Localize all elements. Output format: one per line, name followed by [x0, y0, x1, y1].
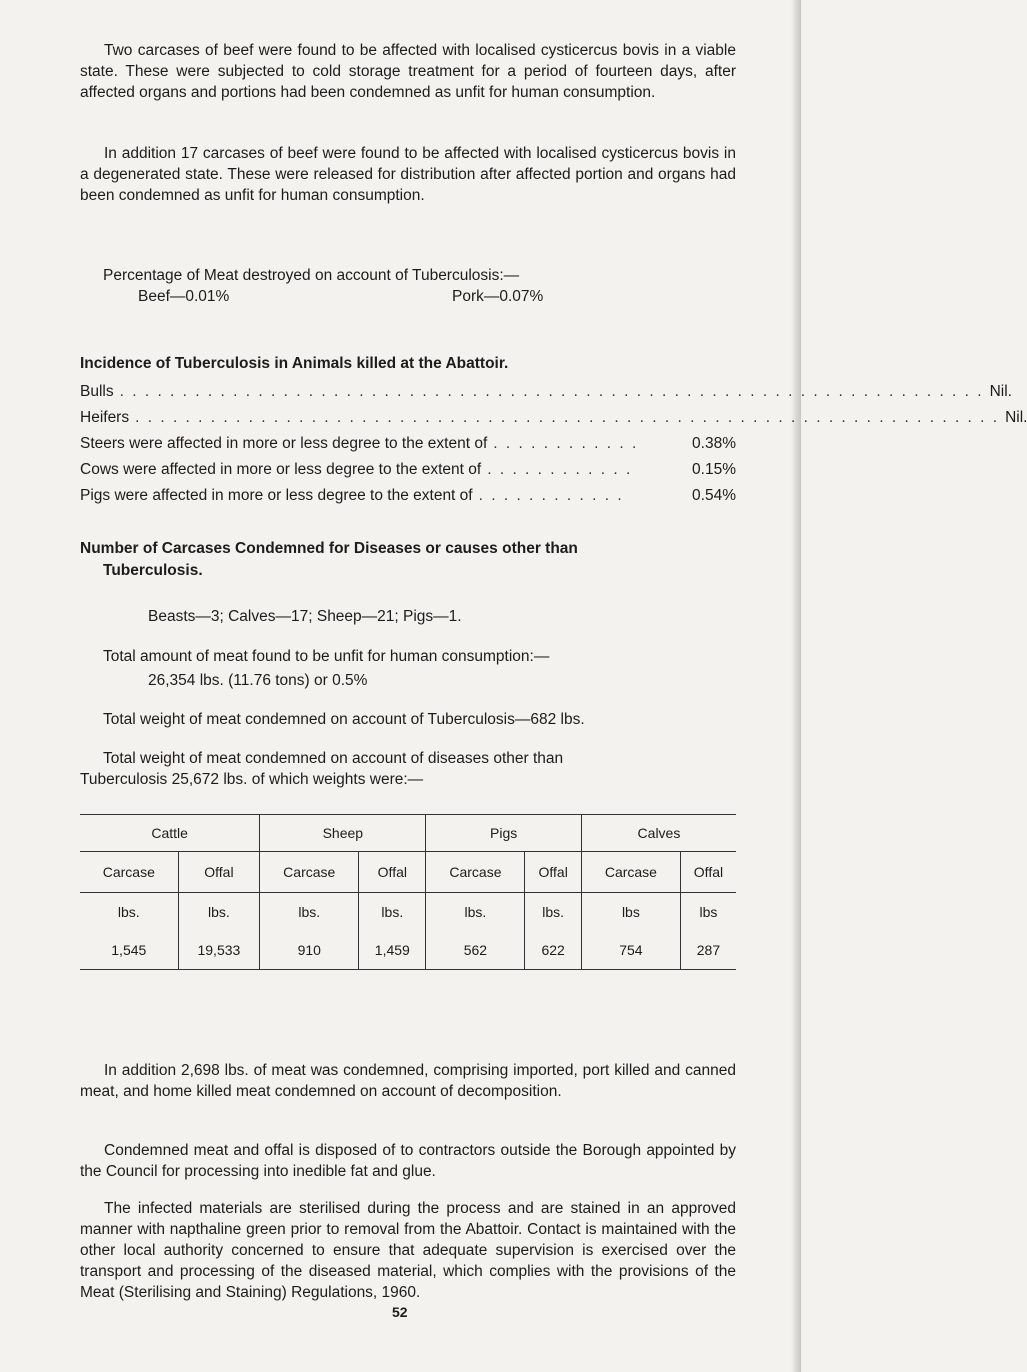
total-unfit-intro: Total amount of meat found to be unfit for human consumption:— — [103, 648, 550, 665]
subheader-cell: Carcase — [80, 852, 178, 893]
subheader-cell: Offal — [178, 852, 260, 893]
group-header-sheep: Sheep — [260, 815, 426, 852]
incidence-value: 0.54% — [692, 487, 736, 504]
group-header-calves: Calves — [581, 815, 736, 852]
incidence-row-heifers — [80, 409, 1027, 431]
condemned-counts: Beasts—3; Calves—17; Sheep—21; Pigs—1. — [148, 608, 462, 625]
paragraph-additional-condemned: In addition 2,698 lbs. of meat was condemned, comprising imported, port killed and canned meat, and home killed meat condemned on account of decomposition. — [80, 1062, 736, 1100]
unit-cell: lbs. — [260, 893, 359, 932]
incidence-row-pigs — [80, 487, 736, 509]
incidence-label: Bulls — [80, 383, 114, 400]
tuberculosis-weight: Total weight of meat condemned on account of Tuberculosis—682 lbs. — [103, 711, 585, 728]
subheader-cell: Offal — [680, 852, 736, 893]
incidence-label: Heifers — [80, 409, 130, 426]
weights-table — [80, 814, 736, 970]
incidence-label: Cows were affected in more or less degree to the extent of — [80, 461, 482, 478]
value-cell: 754 — [581, 931, 680, 970]
incidence-heading: Incidence of Tuberculosis in Animals killed at the Abattoir. — [80, 355, 509, 372]
condemned-heading-line2: Tuberculosis. — [103, 562, 203, 579]
incidence-row-bulls — [80, 383, 1012, 405]
incidence-value: 0.15% — [692, 461, 736, 478]
dot-leader: . . . . . . . . . . . . . . . . . . . . . . . . . . . . . . . . . . . . . . . . . . . . . . . . . . . . . . . . . . . . . . . . . . . . . — [119, 383, 984, 400]
unit-cell: lbs — [680, 893, 736, 932]
dot-leader: . . . . . . . . . . . . . . . . . . . . . . . . . . . . . . . . . . . . . . . . . . . . . . . . . . . . . . . . . . . . . . . . . . . . . — [135, 409, 1000, 426]
incidence-value: Nil. — [1005, 409, 1027, 426]
condemned-heading-line1: Number of Carcases Condemned for Diseases or causes other than — [80, 540, 578, 557]
value-cell: 1,545 — [80, 931, 178, 970]
value-cell: 910 — [260, 931, 359, 970]
paragraph-disposal: Condemned meat and offal is disposed of to contractors outside the Borough appointed by the Council for processing into inedible fat and glue. — [80, 1142, 736, 1180]
paragraph-cysticercus-degenerated: In addition 17 carcases of beef were found to be affected with localised cysticercus bovis in a degenerated state. These were released for distribution after affected portion and organs had been condemned as unfit for human consumption. — [80, 145, 736, 204]
subheader-cell: Offal — [525, 852, 581, 893]
incidence-label: Steers were affected in more or less degree to the extent of — [80, 435, 488, 452]
incidence-row-cows — [80, 461, 736, 483]
unit-cell: lbs — [581, 893, 680, 932]
value-cell: 622 — [525, 931, 581, 970]
percentage-beef: Beef—0.01% — [138, 288, 230, 305]
other-diseases-weight-line1: Total weight of meat condemned on account of diseases other than — [103, 750, 564, 767]
incidence-value: 0.38% — [692, 435, 736, 452]
paragraph-cysticercus-viable: Two carcases of beef were found to be affected with localised cysticercus bovis in a viable state. These were subjected to cold storage treatment for a period of fourteen days, after affected organs and portions had been condemned as unfit for human consumption. — [80, 42, 736, 101]
dot-leader: . . . . . . . . . . . . — [478, 487, 624, 504]
subheader-cell: Carcase — [426, 852, 525, 893]
paragraph-sterilisation: The infected materials are sterilised during the process and are stained in an approved manner with napthaline green prior to removal from the Abattoir. Contact is maintained with the other local authority concerned to ensure that adequate supervision is exercised over the transport and processing of the diseased material, which complies with the provisions of the Meat (Sterilising and Staining) Regulations, 1960. — [80, 1200, 736, 1301]
group-header-pigs: Pigs — [426, 815, 581, 852]
total-unfit-value: 26,354 lbs. (11.76 tons) or 0.5% — [148, 672, 368, 689]
value-cell: 1,459 — [359, 931, 426, 970]
dot-leader: . . . . . . . . . . . . — [493, 435, 639, 452]
unit-cell: lbs. — [426, 893, 525, 932]
incidence-row-steers — [80, 435, 736, 457]
percentage-pork: Pork—0.07% — [452, 288, 544, 305]
page-number: 52 — [392, 1304, 408, 1320]
value-cell: 19,533 — [178, 931, 260, 970]
unit-cell: lbs. — [80, 893, 178, 932]
unit-cell: lbs. — [525, 893, 581, 932]
subheader-cell: Offal — [359, 852, 426, 893]
incidence-label: Pigs were affected in more or less degree to the extent of — [80, 487, 473, 504]
subheader-cell: Carcase — [260, 852, 359, 893]
page-edge-shadow — [791, 0, 801, 1372]
group-header-cattle: Cattle — [151, 825, 188, 841]
unit-cell: lbs. — [178, 893, 260, 932]
incidence-value: Nil. — [989, 383, 1012, 400]
dot-leader: . . . . . . . . . . . . — [487, 461, 633, 478]
value-cell: 287 — [680, 931, 736, 970]
subheader-cell: Carcase — [581, 852, 680, 893]
other-diseases-weight-line2: Tuberculosis 25,672 lbs. of which weights were:— — [80, 771, 424, 788]
value-cell: 562 — [426, 931, 525, 970]
unit-cell: lbs. — [359, 893, 426, 932]
percentage-intro: Percentage of Meat destroyed on account of Tuberculosis:— — [103, 267, 520, 284]
